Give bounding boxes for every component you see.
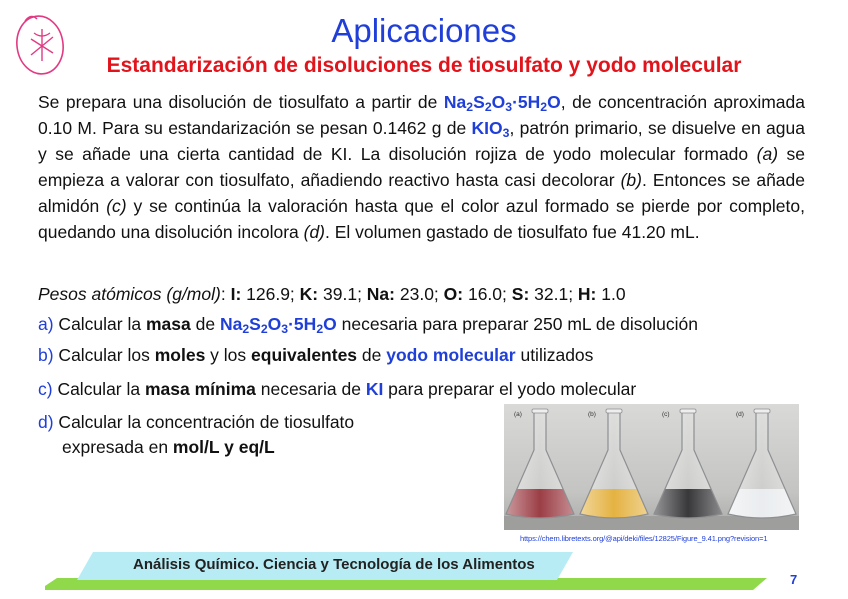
slide-subtitle: Estandarización de disoluciones de tiosulfato y yodo molecular — [106, 54, 742, 77]
titration-flasks-photo — [504, 404, 799, 530]
thiosulfate-formula: $Na_2S_2O_3\cdot 5H_2O$ — [443, 92, 561, 115]
flask-label: (a) — [514, 411, 522, 418]
kio3-formula: $KIO_3$ — [471, 118, 510, 141]
flask-rim — [532, 409, 548, 413]
image-source-link[interactable]: https://chem.libretexts.org/@api/deki/files/12825/Figure_9.41.png?revision=1 — [520, 534, 768, 543]
slide-title: Aplicaciones — [331, 12, 517, 49]
page-number: 7 — [790, 572, 798, 587]
question-b: b) Calcular los moles y los equivalentes de yodo molecular utilizados — [38, 345, 594, 365]
question-c: c) Calcular la masa mínima necesaria de KI para preparar el yodo molecular — [38, 379, 637, 399]
flask-label: (d) — [736, 411, 744, 418]
flask-rim — [754, 409, 770, 413]
flask-rim — [606, 409, 622, 413]
flask-label: (c) — [662, 411, 670, 418]
problem-statement: Se prepara una disolución de tiosulfato a partir de $Na_2S_2O_3\cdot 5H_2O$, de concentración aproximada 0.10 M. Para su estandarización se pesan 0.1462 g de $KIO_3$, patrón primario, se disuelve en agua y se añade una cierta cantidad de KI. La disolución rojiza de yodo molecular formado (a) se empieza a valorar con tiosulfato, añadiendo reactivo hasta casi decolorar (b). Entonces se añade almidón (c) y se continúa la valoración hasta que el color azul formado se pierde por completo, quedando una disolución incolora (d). El volumen gastado de tiosulfato fue 41.20 mL. — [38, 92, 806, 242]
flask-label: (b) — [588, 411, 596, 418]
question-a: a) Calcular la masa de $Na_2S_2O_3\cdot 5H_2O$ necesaria para preparar 250 mL de disolución — [38, 314, 699, 337]
question-d: d) Calcular la concentración de tiosulfato expresada en mol/L y eq/L — [38, 412, 355, 457]
flask-rim — [680, 409, 696, 413]
atomic-weights: Pesos atómicos (g/mol): I: 126.9; K: 39.1; Na: 23.0; O: 16.0; S: 32.1; H: 1.0 — [38, 284, 626, 304]
footer-course-name: Análisis Químico. Ciencia y Tecnología de los Alimentos — [133, 556, 535, 573]
